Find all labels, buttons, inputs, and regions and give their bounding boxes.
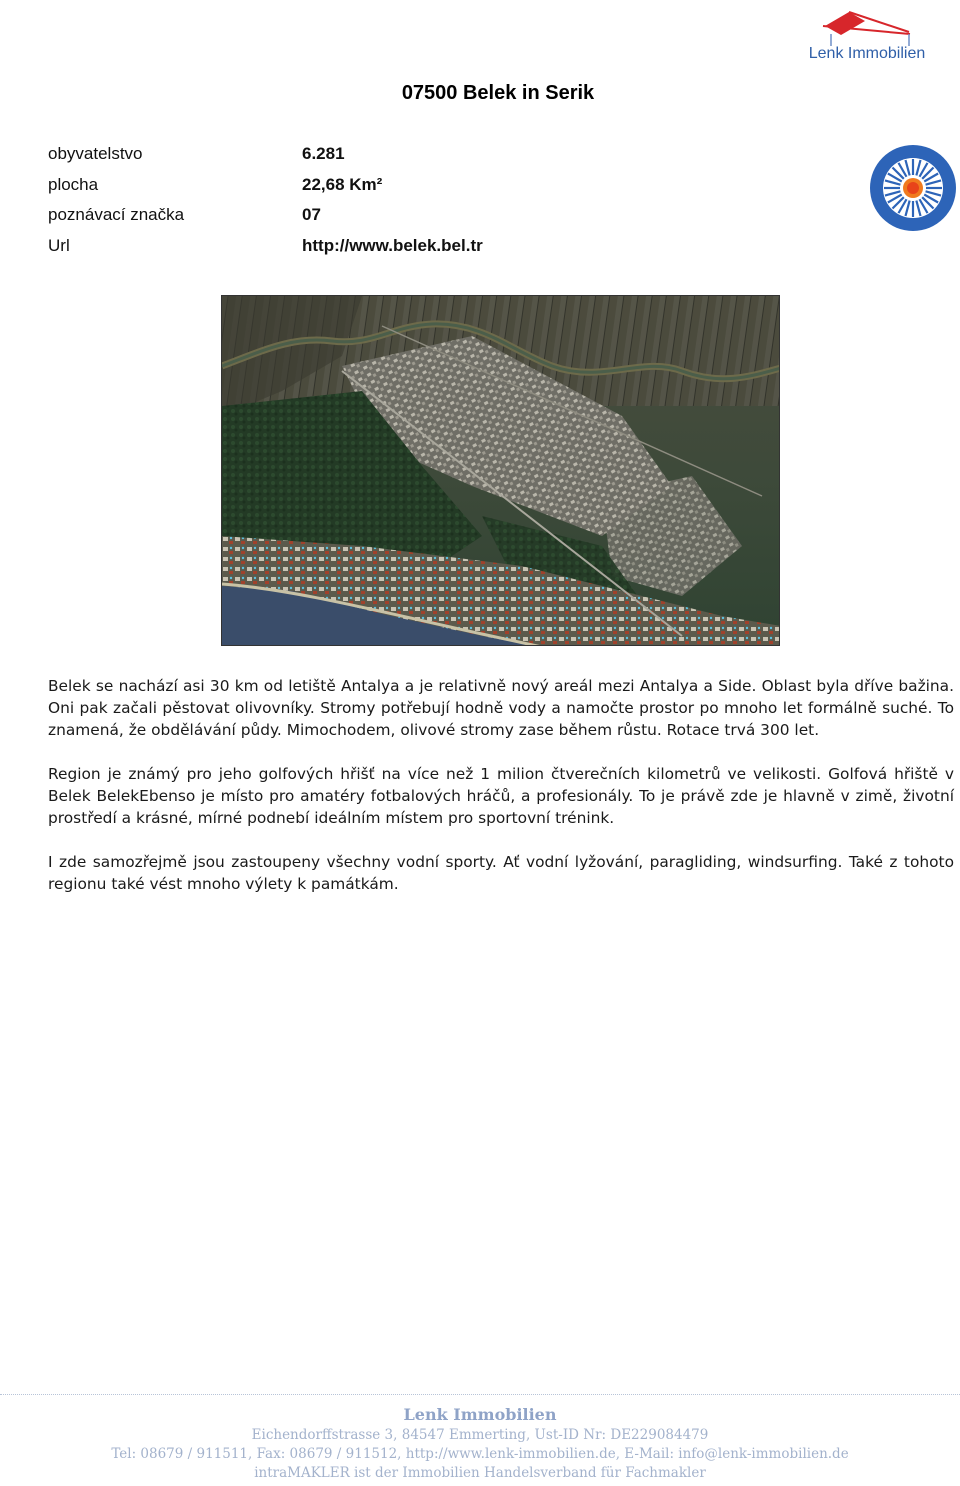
page-title: 07500 Belek in Serik bbox=[401, 82, 595, 104]
lenk-logo-icon bbox=[805, 4, 930, 70]
paragraph: Region je známý pro jeho golfových hřišť na více než 1 milion čtverečních kilometrů ve velikosti. Golfová hřiště v Belek BelekEbenso je místo pro amatéry fotbalových hráčů, a profesionály. To je právě zde je hlavně v zimě, životní prostředí a krásné, mírné podnebí ideálním místem pro sportovní trénink. bbox=[48, 765, 954, 827]
paragraph: Belek se nachází asi 30 km od letiště Antalya a je relativně nový areál mezi Antalya a Side. Oblast byla dříve bažina. Oni pak začali pěstovat olivovníky. Stromy potřebují hodně vody a namočte prostor po mnoho let formálně suché. To znamená, že obdělávání půdy. Mimochodem, olivové stromy zase během růstu. Rotace trvá 300 let. bbox=[48, 677, 954, 739]
footer-contact: Tel: 08679 / 911511, Fax: 08679 / 911512, http://www.lenk-immobilien.de, E-Mail: info@lenk-immobilien.de bbox=[111, 1446, 849, 1462]
fact-value: 07 bbox=[302, 205, 321, 224]
footer-company: Lenk Immobilien bbox=[403, 1405, 557, 1424]
fact-label: obyvatelstvo bbox=[48, 144, 143, 163]
belek-seal-icon bbox=[868, 143, 958, 233]
fact-label: poznávací značka bbox=[48, 205, 185, 224]
description-text bbox=[48, 675, 954, 917]
satellite-map-image bbox=[221, 295, 780, 646]
paragraph: I zde samozřejmě jsou zastoupeny všechny vodní sporty. Ať vodní lyžování, paragliding, windsurfing. Také z tohoto regionu také vést mnoho výlety k památkám. bbox=[48, 853, 954, 893]
fact-label: plocha bbox=[48, 174, 99, 194]
footer-association: intraMAKLER ist der Immobilien Handelsverband für Fachmakler bbox=[254, 1465, 706, 1481]
fact-value-url[interactable]: http://www.belek.bel.tr bbox=[302, 235, 483, 255]
fact-value: 22,68 Km² bbox=[302, 174, 383, 194]
logo-text: Lenk Immobilien bbox=[808, 45, 926, 62]
fact-label: Url bbox=[48, 235, 70, 255]
footer bbox=[0, 1404, 960, 1483]
fact-value: 6.281 bbox=[302, 144, 345, 163]
footer-divider bbox=[0, 1394, 960, 1395]
footer-address: Eichendorffstrasse 3, 84547 Emmerting, Ust-ID Nr: DE229084479 bbox=[251, 1427, 709, 1443]
